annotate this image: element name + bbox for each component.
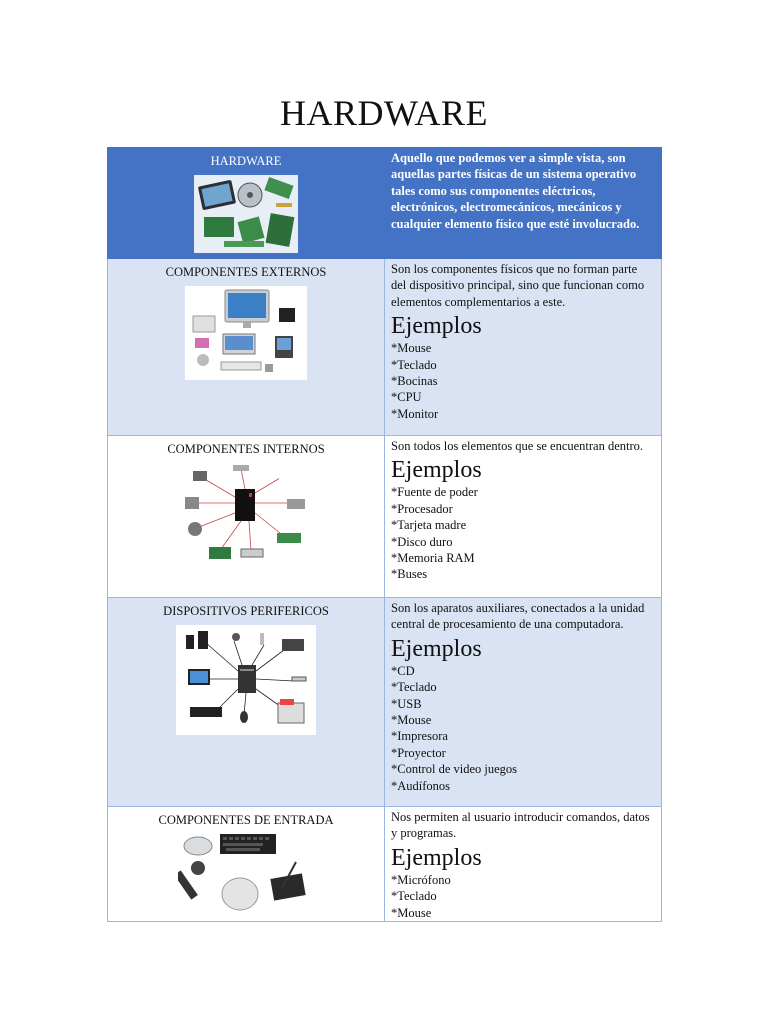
label-cell xyxy=(108,598,385,807)
example-item: *Fuente de poder xyxy=(391,485,478,500)
example-item: *Control de video juegos xyxy=(391,762,518,777)
description-cell xyxy=(385,598,662,807)
examples-heading: Ejemplos xyxy=(391,313,482,340)
example-item: *CD xyxy=(391,663,415,678)
example-item: *Micrófono xyxy=(391,872,451,887)
description-cell xyxy=(385,807,662,922)
example-item: *CPU xyxy=(391,390,422,405)
row-description: Son los componentes físicos que no forman parte del dispositivo principal, sino que funcionan como elementos complementarios a este. xyxy=(391,262,645,309)
hardware-parts-image xyxy=(194,175,298,253)
input-components-image xyxy=(178,832,314,916)
example-item: *Disco duro xyxy=(391,534,453,549)
example-item: *Monitor xyxy=(391,406,439,421)
example-item: *Mouse xyxy=(391,341,432,356)
example-item: *Buses xyxy=(391,567,428,582)
description-cell xyxy=(385,259,662,436)
description-cell xyxy=(385,148,662,259)
peripheral-devices-image xyxy=(176,625,316,735)
table-row-componentes-externos xyxy=(108,259,662,436)
example-item: *Memoria RAM xyxy=(391,551,475,566)
label-cell xyxy=(108,259,385,436)
example-item: *Tarjeta madre xyxy=(391,518,467,533)
internal-components-image xyxy=(181,463,311,563)
label-cell xyxy=(108,807,385,922)
row-label: COMPONENTES DE ENTRADA xyxy=(158,813,334,827)
page-title: HARDWARE xyxy=(280,93,488,133)
description-cell xyxy=(385,436,662,598)
row-label: HARDWARE xyxy=(210,154,282,168)
row-description: Son los aparatos auxiliares, conectados a la unidad central de procesamiento de una computadora. xyxy=(391,601,645,632)
example-item: *Teclado xyxy=(391,680,437,695)
example-item: *Impresora xyxy=(391,729,448,744)
examples-heading: Ejemplos xyxy=(391,635,482,662)
row-label: COMPONENTES EXTERNOS xyxy=(165,265,327,279)
table-row-dispositivos-perifericos xyxy=(108,598,662,807)
example-item: *Mouse xyxy=(391,905,432,920)
example-item: *Proyector xyxy=(391,745,446,760)
table-row-hardware xyxy=(108,148,662,259)
hardware-table xyxy=(107,147,662,922)
row-description: Son todos los elementos que se encuentran dentro. xyxy=(391,439,644,453)
row-description: Nos permiten al usuario introducir comandos, datos y programas. xyxy=(391,810,650,841)
row-label: COMPONENTES INTERNOS xyxy=(167,442,325,456)
table-row-componentes-de-entrada xyxy=(108,807,662,922)
examples-heading: Ejemplos xyxy=(391,844,482,871)
example-item: *Teclado xyxy=(391,357,437,372)
example-item: *Audífonos xyxy=(391,778,451,793)
example-item: *Procesador xyxy=(391,501,453,516)
example-item: *Teclado xyxy=(391,889,437,904)
example-item: *Bocinas xyxy=(391,374,438,389)
label-cell xyxy=(108,436,385,598)
example-item: *USB xyxy=(391,696,422,711)
examples-heading: Ejemplos xyxy=(391,457,482,484)
external-components-image xyxy=(185,286,307,380)
label-cell xyxy=(108,148,385,259)
row-description: Aquello que podemos ver a simple vista, son aquellas partes físicas de un sistema operativo tales como sus componentes eléctricos, electrónicos, electromecánicos, mecánicos y cualquier elemento físico que esté involucrado. xyxy=(391,151,640,231)
example-item: *Mouse xyxy=(391,713,432,728)
table-row-componentes-internos xyxy=(108,436,662,598)
row-label: DISPOSITIVOS PERIFERICOS xyxy=(163,604,329,618)
